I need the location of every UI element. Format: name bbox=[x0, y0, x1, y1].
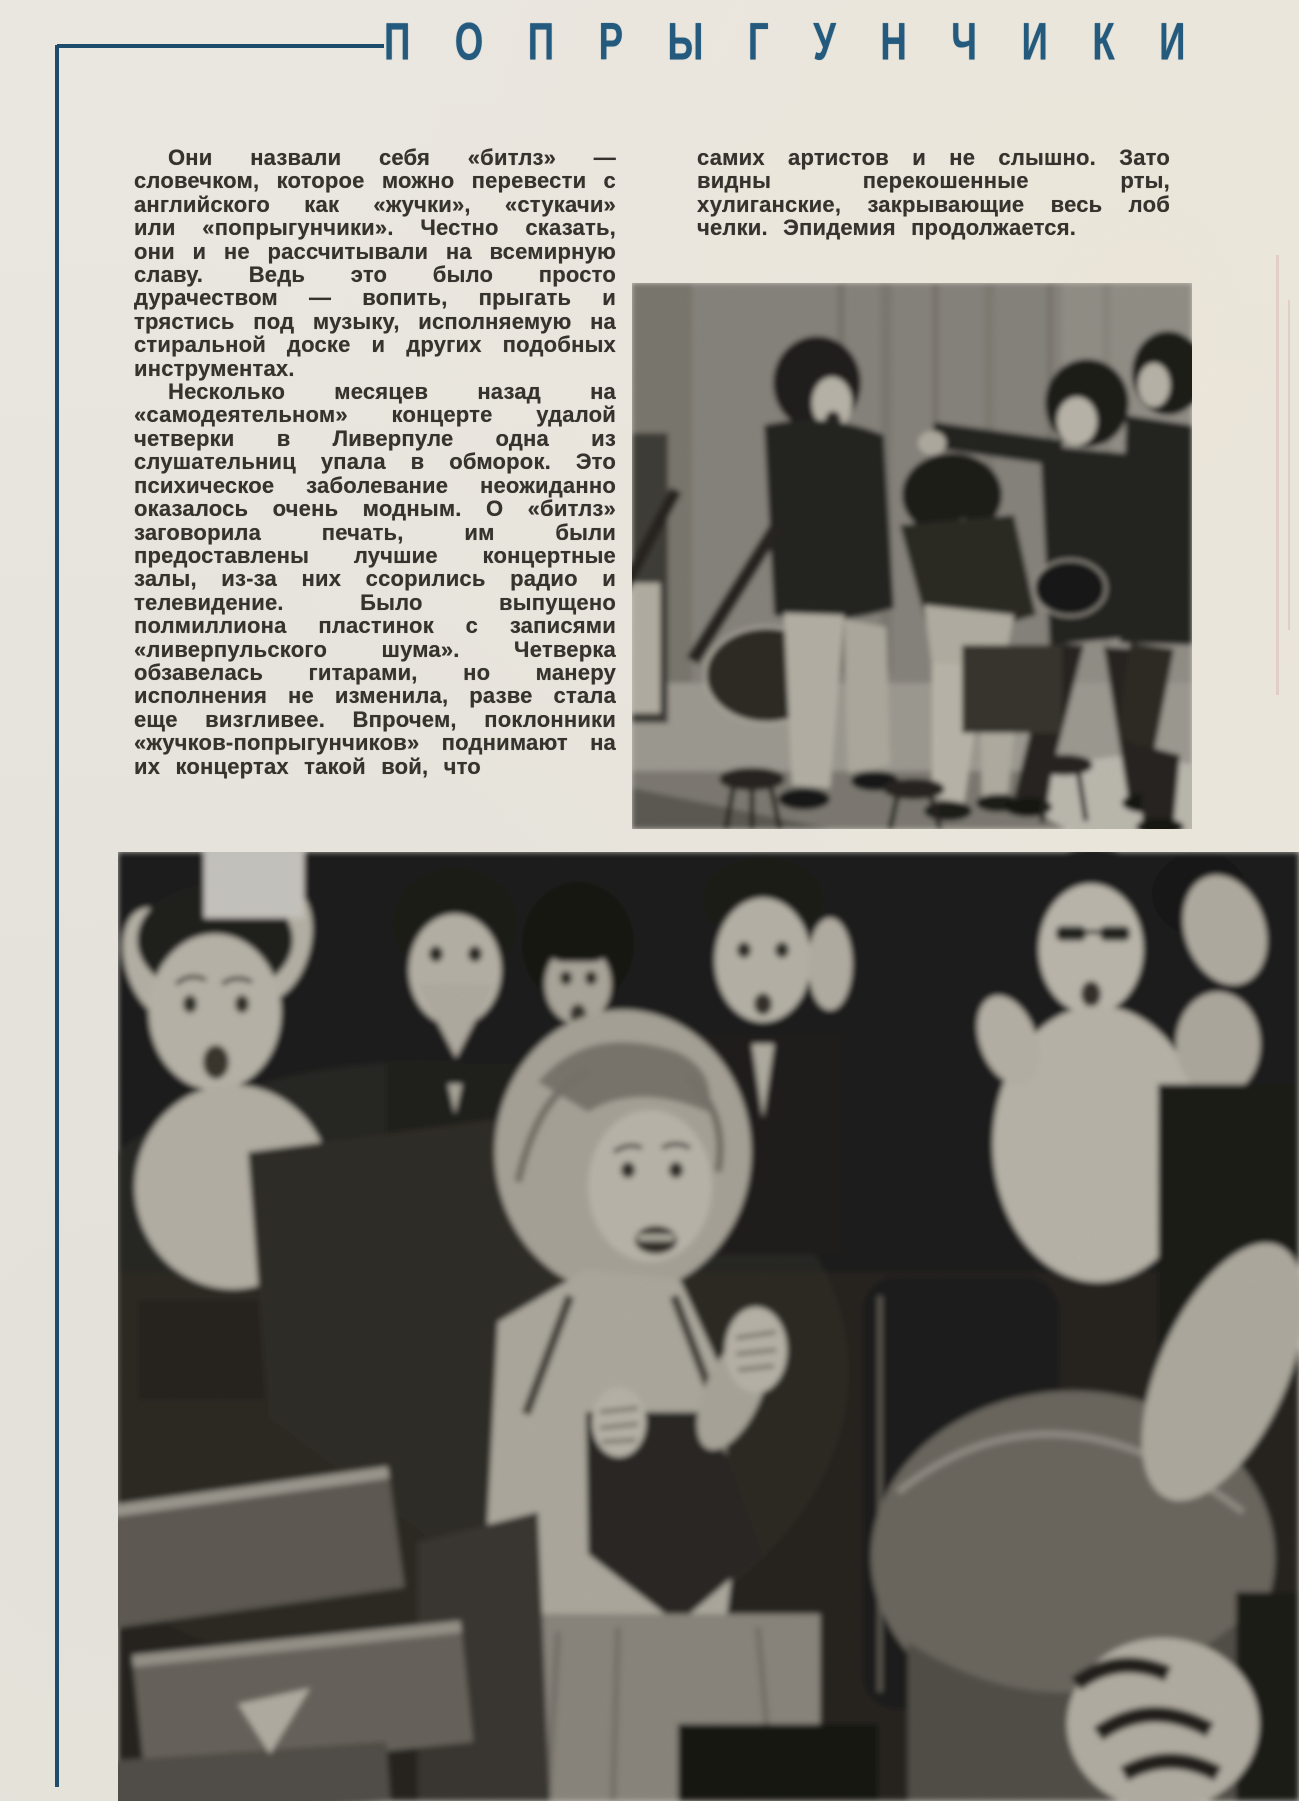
audience-photo bbox=[118, 852, 1299, 1801]
margin-scan-artifact bbox=[1288, 300, 1290, 630]
article-column-right bbox=[697, 146, 1170, 274]
masthead-rule bbox=[57, 44, 384, 48]
margin-scan-artifact bbox=[1276, 255, 1279, 695]
paragraph: Несколько месяцев назад на «самодеятельном» концерте удалой четверки в Ливерпуле одна из слушательниц упала в обморок. Это психическое заболевание неожиданно оказалось очень модным. О «битлз» заговорила печать, им были предоставлены лучшие концертные залы, из-за них ссорились радио и телевидение. Было выпущено полмиллиона пластинок с записями «ливерпульского шума». Четверка обзавелась гитарами, но манеру исполнения не изменила, разве стала еще визгливее. Впрочем, поклонники «жучков-попрыгунчиков» поднимают на их концертах такой вой, что bbox=[134, 379, 616, 779]
band-photo bbox=[632, 283, 1192, 829]
paragraph: самих артистов и не слышно. Зато видны перекошенные рты, хулиганские, закрывающие весь лоб челки. Эпидемия продолжается. bbox=[697, 146, 1170, 241]
photo-grain bbox=[632, 283, 1192, 829]
page-title: ПОПРЫГУНЧИКИ bbox=[384, 11, 1230, 71]
left-margin-rule bbox=[55, 45, 59, 1787]
paragraph: Они назвали себя «битлз» — словечком, которое можно перевести с английского как «жучки», «стукачи» или «попрыгунчики». Честно сказать, они и не рассчитывали на всемирную славу. Ведь это было просто дурачеством — вопить, прыгать и трястись под музыку, исполняемую на стиральной доске и других подобных инструментах. bbox=[134, 146, 616, 381]
photo-grain bbox=[118, 852, 1299, 1801]
article-column-left bbox=[134, 146, 616, 850]
